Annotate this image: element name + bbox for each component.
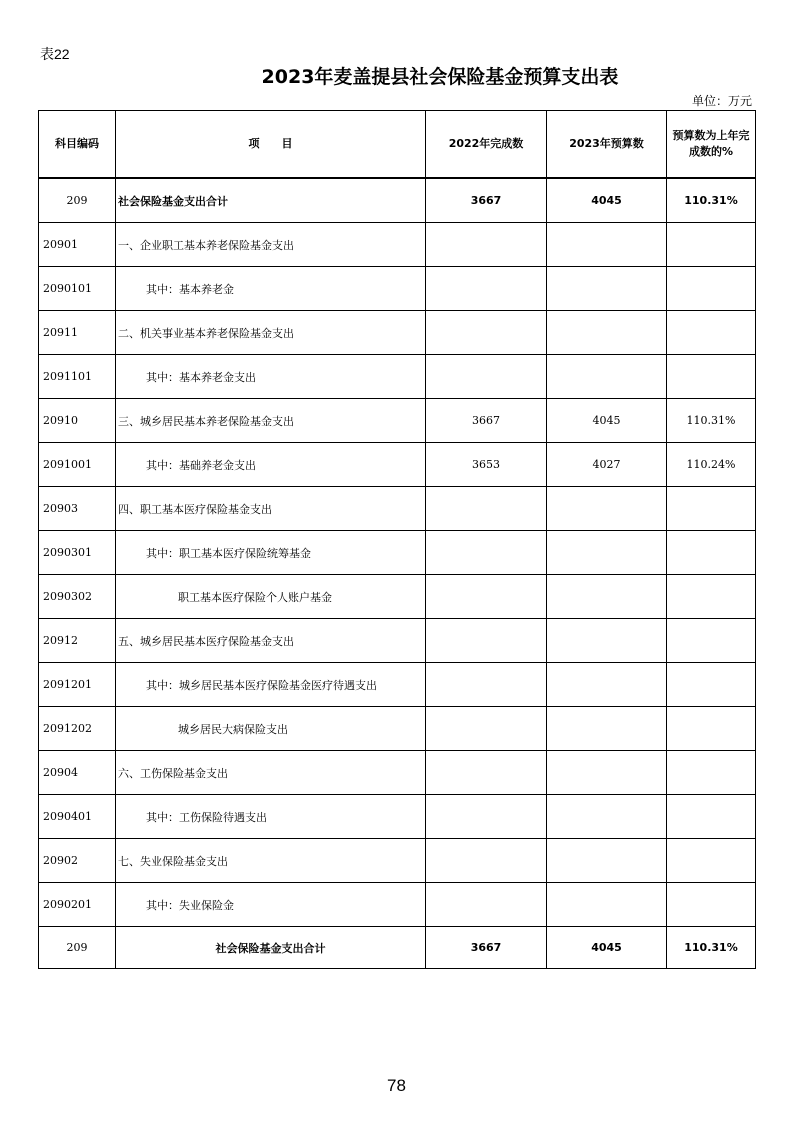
row-budget-2023: 4027 [547, 443, 667, 487]
row-completed-2022 [426, 839, 547, 883]
row-completed-2022 [426, 531, 547, 575]
row-code: 2090101 [39, 267, 116, 311]
row-code: 20911 [39, 311, 116, 355]
total-row-bottom [39, 927, 756, 969]
row-item: 城乡居民大病保险支出 [116, 707, 426, 751]
table-row [39, 883, 756, 927]
row-ratio: 110.24% [667, 443, 756, 487]
row-completed-2022 [426, 707, 547, 751]
unit-label: 单位：万元 [691, 94, 752, 108]
row-completed-2022: 3667 [426, 399, 547, 443]
row-budget-2023 [547, 619, 667, 663]
row-ratio [667, 355, 756, 399]
total-budget-2023: 4045 [547, 178, 667, 223]
row-ratio [667, 619, 756, 663]
row-budget-2023 [547, 531, 667, 575]
row-completed-2022: 3653 [426, 443, 547, 487]
table-row [39, 575, 756, 619]
total-ratio: 110.31% [667, 927, 756, 969]
row-completed-2022 [426, 267, 547, 311]
total-row-top [39, 178, 756, 223]
row-budget-2023 [547, 795, 667, 839]
row-budget-2023 [547, 839, 667, 883]
row-item: 其中：工伤保险待遇支出 [116, 795, 426, 839]
row-ratio [667, 751, 756, 795]
row-ratio [667, 883, 756, 927]
row-code: 2091001 [39, 443, 116, 487]
header-budget-2023: 2023年预算数 [547, 111, 667, 179]
row-code: 20901 [39, 223, 116, 267]
row-item: 一、企业职工基本养老保险基金支出 [116, 223, 426, 267]
row-completed-2022 [426, 751, 547, 795]
table-row [39, 839, 756, 883]
row-budget-2023 [547, 663, 667, 707]
row-ratio [667, 575, 756, 619]
budget-table [38, 110, 756, 969]
total-code: 209 [39, 178, 116, 223]
row-completed-2022 [426, 619, 547, 663]
header-ratio: 预算数为上年完成数的% [667, 111, 756, 179]
row-item: 七、失业保险基金支出 [116, 839, 426, 883]
row-code: 2091202 [39, 707, 116, 751]
table-row [39, 223, 756, 267]
row-budget-2023 [547, 751, 667, 795]
table-header-row [39, 111, 756, 179]
row-item: 其中：基本养老金 [116, 267, 426, 311]
row-ratio [667, 267, 756, 311]
row-code: 2090401 [39, 795, 116, 839]
row-budget-2023 [547, 355, 667, 399]
table-row [39, 355, 756, 399]
row-completed-2022 [426, 487, 547, 531]
header-item: 项 目 [116, 111, 426, 179]
row-code: 2090301 [39, 531, 116, 575]
page-number: 78 [387, 1076, 406, 1095]
row-completed-2022 [426, 311, 547, 355]
total-item: 社会保险基金支出合计 [116, 927, 426, 969]
total-item: 社会保险基金支出合计 [116, 178, 426, 223]
row-ratio [667, 531, 756, 575]
table-row [39, 311, 756, 355]
row-code: 20903 [39, 487, 116, 531]
row-ratio [667, 223, 756, 267]
row-item: 其中：基本养老金支出 [116, 355, 426, 399]
table-row [39, 663, 756, 707]
row-item: 四、职工基本医疗保险基金支出 [116, 487, 426, 531]
table-row [39, 487, 756, 531]
row-code: 2091201 [39, 663, 116, 707]
row-budget-2023 [547, 267, 667, 311]
row-item: 六、工伤保险基金支出 [116, 751, 426, 795]
total-budget-2023: 4045 [547, 927, 667, 969]
row-completed-2022 [426, 223, 547, 267]
header-code: 科目编码 [39, 111, 116, 179]
row-item: 五、城乡居民基本医疗保险基金支出 [116, 619, 426, 663]
header-completed-2022: 2022年完成数 [426, 111, 547, 179]
row-item: 三、城乡居民基本养老保险基金支出 [116, 399, 426, 443]
row-budget-2023 [547, 487, 667, 531]
row-item: 职工基本医疗保险个人账户基金 [116, 575, 426, 619]
row-item: 其中：失业保险金 [116, 883, 426, 927]
row-code: 20910 [39, 399, 116, 443]
row-ratio [667, 487, 756, 531]
row-ratio [667, 663, 756, 707]
row-ratio [667, 795, 756, 839]
total-completed-2022: 3667 [426, 927, 547, 969]
table-row [39, 399, 756, 443]
total-completed-2022: 3667 [426, 178, 547, 223]
row-item: 其中：职工基本医疗保险统筹基金 [116, 531, 426, 575]
row-completed-2022 [426, 355, 547, 399]
row-ratio [667, 839, 756, 883]
row-code: 20902 [39, 839, 116, 883]
row-item: 其中：基础养老金支出 [116, 443, 426, 487]
table-row [39, 443, 756, 487]
row-completed-2022 [426, 575, 547, 619]
row-budget-2023 [547, 575, 667, 619]
row-item: 其中：城乡居民基本医疗保险基金医疗待遇支出 [116, 663, 426, 707]
row-budget-2023 [547, 311, 667, 355]
row-budget-2023 [547, 223, 667, 267]
row-code: 20904 [39, 751, 116, 795]
row-completed-2022 [426, 883, 547, 927]
row-completed-2022 [426, 663, 547, 707]
row-code: 2090302 [39, 575, 116, 619]
total-ratio: 110.31% [667, 178, 756, 223]
total-code: 209 [39, 927, 116, 969]
table-row [39, 707, 756, 751]
row-code: 2090201 [39, 883, 116, 927]
table-number: 表22 [40, 46, 70, 62]
row-budget-2023: 4045 [547, 399, 667, 443]
row-code: 20912 [39, 619, 116, 663]
row-item: 二、机关事业基本养老保险基金支出 [116, 311, 426, 355]
row-budget-2023 [547, 883, 667, 927]
row-ratio: 110.31% [667, 399, 756, 443]
page-title: 2023年麦盖提县社会保险基金预算支出表 [261, 66, 619, 88]
table-row [39, 795, 756, 839]
table-row [39, 267, 756, 311]
table-row [39, 751, 756, 795]
row-ratio [667, 311, 756, 355]
row-ratio [667, 707, 756, 751]
row-completed-2022 [426, 795, 547, 839]
row-code: 2091101 [39, 355, 116, 399]
table-row [39, 531, 756, 575]
table-row [39, 619, 756, 663]
row-budget-2023 [547, 707, 667, 751]
